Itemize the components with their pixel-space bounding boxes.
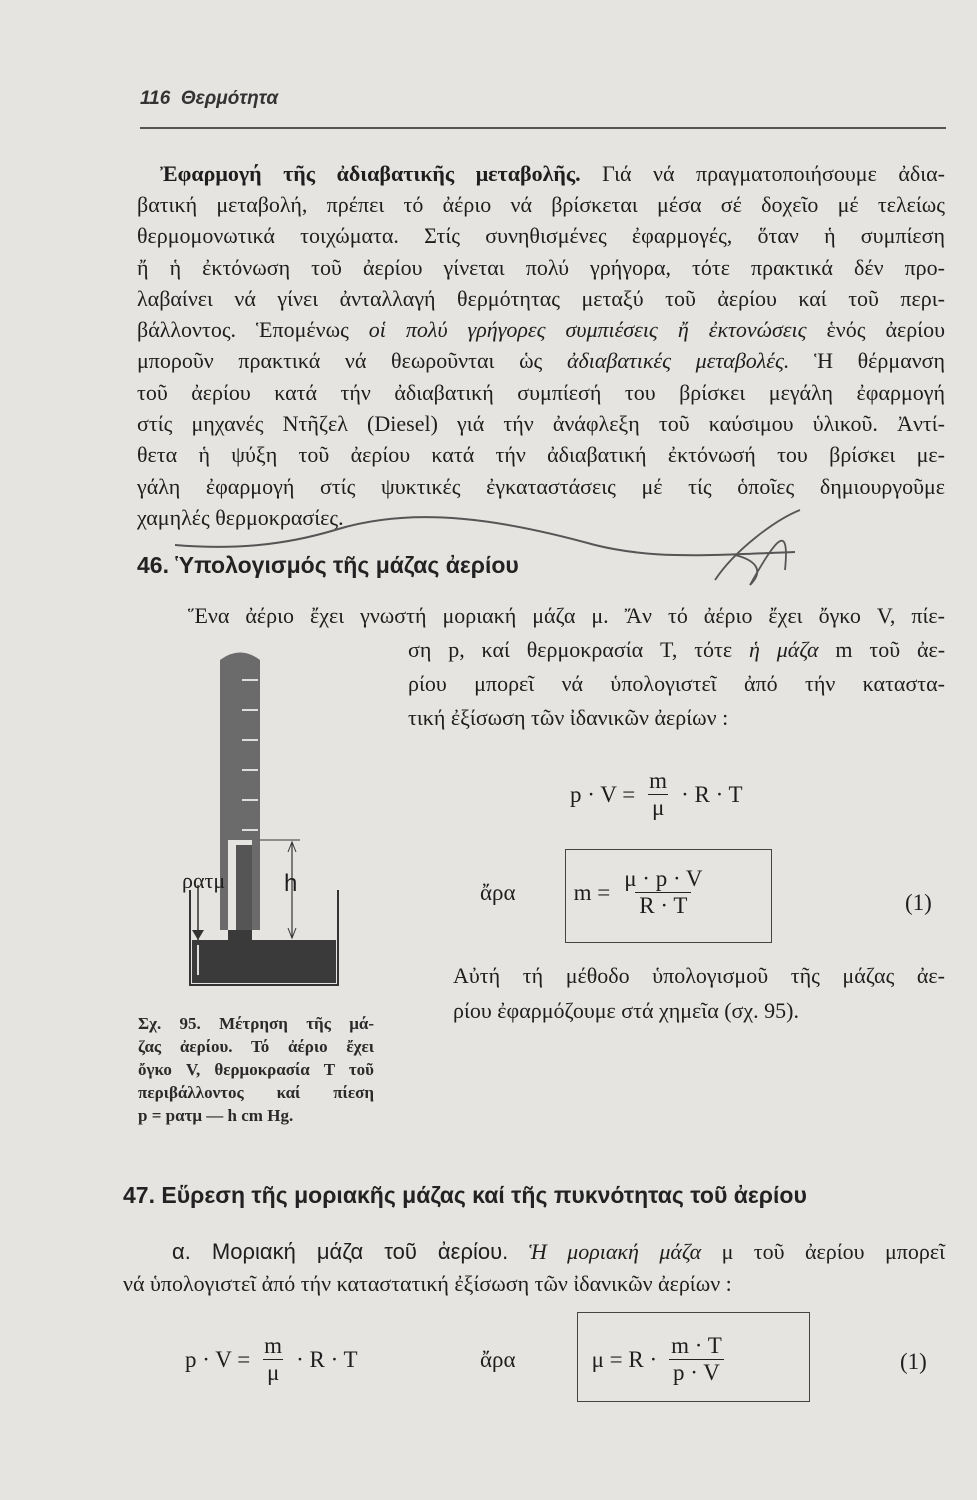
equation-mass: [480, 866, 711, 919]
italic-text: Ἡ μοριακή μάζα: [528, 1239, 702, 1264]
paragraph-line: τική ἐξίσωση τῶν ἰδανικῶν ἀερίων :: [408, 705, 729, 730]
paragraph-line: τοῦ ἀερίου κατά τήν ἀδιαβατική συμπίεσή του βρίσκει μεγάλη ἐφαρμογή: [137, 380, 945, 405]
caption-line: ζας ἀερίου. Τό ἀέριο ἔχει: [138, 1037, 374, 1056]
chapter-title: Θερμότητα: [180, 88, 279, 109]
paragraph-title: Ἐφαρμογή τῆς ἀδιαβατικῆς μεταβολῆς.: [160, 161, 581, 186]
section-46-heading: 46. Ὑπολογισμός τῆς μάζας ἀερίου: [137, 552, 519, 578]
section-47-heading: 47. Εὕρεση τῆς μοριακῆς μάζας καί τῆς πυκνότητας τοῦ ἀερίου: [123, 1182, 807, 1208]
text: ἑνός ἀερίου: [826, 317, 945, 342]
equation-ideal-gas: [570, 768, 743, 821]
eq-lhs: p · V =: [570, 781, 636, 807]
text: μποροῦν πρακτικά νά θεωροῦνται ὡς: [137, 348, 543, 373]
eq-lhs: p · V =: [185, 1346, 251, 1372]
numerator: m: [264, 1333, 283, 1358]
page-number: 116: [140, 88, 171, 109]
text: ση p, καί θερμοκρασία T, τότε: [408, 637, 733, 662]
header-rule: [140, 127, 946, 129]
text: μ τοῦ ἀερίου μπορεῖ: [721, 1239, 945, 1264]
running-header: [140, 88, 278, 110]
caption-line: ὄγκο V, θερμοκρασία T τοῦ: [138, 1060, 374, 1079]
fraction: [260, 1333, 286, 1386]
paragraph-line: [137, 316, 945, 344]
denominator: p · V: [669, 1359, 724, 1386]
italic-text: ἀδιαβατικές μεταβολές.: [566, 348, 790, 373]
figure-caption: [138, 1012, 374, 1127]
denominator: μ: [263, 1359, 283, 1386]
equation-ideal-gas-2: [185, 1333, 358, 1386]
paragraph-line: Αὐτή τή μέθοδο ὑπολογισμοῦ τῆς μάζας ἀε-: [453, 963, 945, 988]
paragraph-line: γάλη ἐφαρμογή στίς ψυκτικές ἐγκαταστάσεις μέ τίς ὁποῖες δημιουργοῦμε: [137, 474, 945, 499]
eq-rhs: · R · T: [296, 1346, 358, 1372]
italic-text: ἡ μάζα: [748, 637, 819, 662]
paragraph-line: [137, 347, 945, 375]
manometer-figure: [150, 640, 350, 1000]
equation-number: (1): [900, 1349, 927, 1374]
paragraph-line: λαβαίνει νά γίνει ἀνταλλαγή θερμότητας μεταξύ τοῦ ἀερίου καί τοῦ περι-: [137, 286, 945, 311]
paragraph-line: ρίου ἐφαρμόζουμε στά χημεῖα (σχ. 95).: [453, 998, 799, 1023]
fraction: [645, 768, 671, 821]
denominator: μ: [648, 794, 668, 821]
eq-prefix: ἄρα: [480, 1346, 516, 1372]
subsection-title: α. Μοριακή μάζα τοῦ ἀερίου.: [172, 1239, 509, 1264]
numerator: m: [649, 768, 668, 793]
text: Ἡ θέρμανση: [814, 348, 946, 373]
caption-line: περιβάλλοντος καί πίεση: [138, 1083, 374, 1102]
paragraph-line: ρίου μπορεῖ νά ὑπολογιστεῖ ἀπό τήν καταστα-: [408, 671, 945, 696]
text: βάλλοντος. Ἑπομένως: [137, 317, 349, 342]
paragraph-line: Ἕνα ἀέριο ἔχει γνωστή μοριακή μάζα μ. Ἄν τό ἀέριο ἔχει ὄγκο V, πίε-: [188, 603, 945, 628]
text: Γιά νά πραγματοποιήσουμε ἀδια-: [602, 161, 945, 186]
denominator: R · T: [635, 892, 691, 919]
eq-lhs: μ = R ·: [591, 1346, 658, 1372]
fraction: [667, 1333, 726, 1386]
paragraph-line: ἤ ἡ ἐκτόνωση τοῦ ἀερίου γίνεται πολύ γρήγορα, τότε πρακτικά δέν προ-: [137, 255, 945, 280]
paragraph-line: χαμηλές θερμοκρασίες.: [137, 505, 344, 530]
paragraph-line: [172, 1238, 945, 1266]
paragraph-line: θερμομονωτικά τοιχώματα. Στίς συνηθισμένες ἐφαρμογές, ὅταν ἡ συμπίεση: [137, 223, 945, 248]
numerator: m · T: [671, 1333, 722, 1358]
paragraph-line: [160, 160, 945, 188]
fraction: [620, 866, 706, 919]
equation-molar-mass: [480, 1333, 730, 1386]
caption-line: Σχ. 95. Μέτρηση τῆς μά-: [138, 1014, 374, 1033]
eq-rhs: · R · T: [681, 781, 743, 807]
paragraph-line: νά ὑπολογιστεῖ ἀπό τήν καταστατική ἐξίσωση τῶν ἰδανικῶν ἀερίων :: [123, 1271, 732, 1296]
paragraph-line: θετα ἡ ψύξη τοῦ ἀερίου κατά τήν ἀδιαβατική ἐκτόνωσή του βρίσκει με-: [137, 442, 945, 467]
label-height: h: [284, 870, 298, 897]
numerator: μ · p · V: [624, 866, 703, 891]
paragraph-line: στίς μηχανές Ντῆζελ (Diesel) γιά τήν ἀνάφλεξη τοῦ καύσιμου ὑλικοῦ. Ἀντί-: [137, 411, 945, 436]
text: m τοῦ ἀε-: [835, 637, 946, 662]
paragraph-line: [408, 636, 945, 664]
label-atmospheric-pressure: ρατμ: [182, 868, 226, 893]
italic-text: οἱ πολύ γρήγορες συμπιέσεις ἤ ἐκτονώσεις: [368, 317, 807, 342]
equation-number: (1): [905, 890, 932, 915]
eq-lhs: m =: [573, 879, 611, 905]
paragraph-line: βατική μεταβολή, πρέπει τό ἀέριο νά βρίσκεται μέσα σέ δοχεῖο μέ τελείως: [137, 192, 945, 217]
eq-prefix: ἄρα: [480, 879, 516, 905]
caption-line: p = pατμ — h cm Hg.: [138, 1106, 294, 1125]
